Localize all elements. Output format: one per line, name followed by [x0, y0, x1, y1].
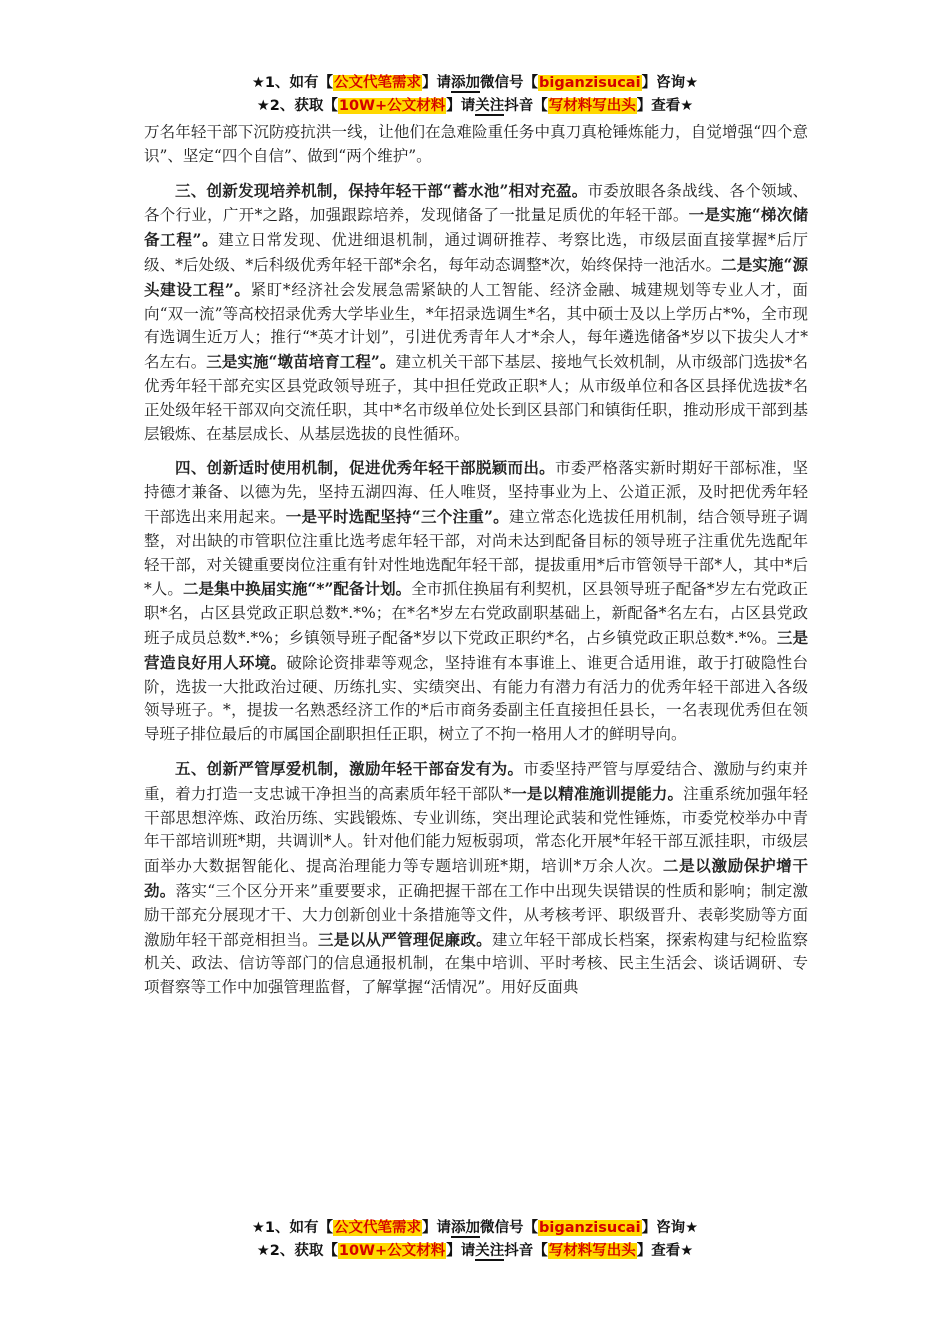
- promo-text: ★1、如有【: [251, 75, 334, 91]
- promo-underline: 关注: [475, 1243, 505, 1259]
- promo-text: 】请: [422, 75, 452, 91]
- paragraph-text: 全市抓住换届有利契机，区县领导班子配备*岁左右党政正职*名，占区县党政正职总数*.*%；在*名*岁左右党政副职基础上，新配备*名左右，占区县党政班子成员总数*.*%；乡镇领导班子配备*岁以下党政正职约*名，占乡镇党政正职总数*.*%。: [144, 580, 808, 647]
- promo-highlight: 10W+公文材料: [338, 1243, 446, 1259]
- promo-text: 】咨询★: [641, 75, 699, 91]
- promo-line-1: [0, 72, 950, 95]
- promo-highlight: biganzisucai: [539, 75, 641, 91]
- promo-text: 】咨询★: [641, 1220, 699, 1236]
- paragraph-text: 建立年轻干部成长档案，探索构建与纪检监察机关、政法、信访等部门的信息通报机制，在集中培训、平时考核、民主生活会、谈话调研、专项督察等工作中加强管理监督，了解掌握“活情况”。用好反面典: [144, 930, 808, 997]
- paragraph-text: 建立日常发现、优进细退机制，通过调研推荐、考察比选，市级层面直接掌握*后厅级、*后处级、*后科级优秀年轻干部*余名，每年动态调整*次，始终保持一池活水。: [144, 231, 808, 274]
- section-heading: 三、创新发现培养机制，保持年轻干部“蓄水池”相对充盈。: [175, 180, 588, 200]
- promo-text: 】请: [422, 1220, 452, 1236]
- point-heading: 二是以激励保护增干劲。: [144, 856, 808, 900]
- point-heading: 一是实施“梯次储备工程”。: [144, 205, 808, 250]
- point-heading: 三是实施“墩苗培育工程”。: [206, 352, 396, 372]
- promo-underline: 添加: [451, 1220, 481, 1236]
- point-heading: 三是营造良好用人环境。: [144, 627, 808, 672]
- promo-highlight: 公文代笔需求: [334, 75, 422, 91]
- paragraph-text: 落实“三个区分开来”重要要求，正确把握干部在工作中出现失误错误的性质和影响；制定激励干部充分展现才干、大力创新创业十条措施等文件，从考核考评、职级晋升、表彰奖励等方面激励年轻干部竞相担当。: [144, 881, 808, 949]
- promo-underline: 添加: [451, 75, 481, 91]
- promo-text: 】查看★: [636, 98, 694, 114]
- paragraph-text: 市委严格落实新时期好干部标准，坚持德才兼备、以德为先，坚持五湖四海、任人唯贤，坚持事业为上、公道正派，及时把优秀年轻干部选出来用起来。: [144, 459, 808, 526]
- promo-text: ★2、获取【: [256, 98, 338, 114]
- promo-text: 抖音【: [504, 1243, 548, 1259]
- paragraph-continued: [144, 121, 808, 169]
- paragraph-text: 紧盯*经济社会发展急需紧缺的人工智能、经济金融、城建规划等专业人才，面向“双一流”等高校招录优秀大学毕业生，*年招录选调生*名，其中硕士及以上学历占*%，全市现有选调生近万人；推行“*英才计划”，引进优秀青年人才*余人，每年遴选储备*岁以下拔尖人才*名左右。: [144, 280, 808, 372]
- promo-text: ★1、如有【: [251, 1220, 334, 1236]
- paragraph-text: 市委放眼各条战线、各个领域、各个行业，广开*之路，加强跟踪培养，发现储备了一批量足质优的年轻干部。: [144, 181, 808, 225]
- point-heading: 二是实施“源头建设工程”。: [144, 254, 808, 299]
- paragraph-text: 注重系统加强年轻干部思想淬炼、政治历练、实践锻炼、专业训练，突出理论武装和党性锤炼，市委党校举办中青年干部培训班*期，共调训*人。针对他们能力短板弱项，常态化开展*年轻干部互派挂职，市级层面举办大数据智能化、提高治理能力等专题培训班*期，培训*万余人次。: [144, 784, 808, 876]
- promo-line-2: [0, 95, 950, 118]
- promo-text: 微信号【: [480, 1220, 539, 1236]
- point-heading: 一是平时选配坚持“三个注重”。: [285, 506, 509, 526]
- paragraph-text: 破除论资排辈等观念，坚持谁有本事谁上、谁更合适用谁，敢于打破隐性台阶，选拔一大批政治过硬、历练扎实、实绩突出、有能力有潜力有活力的优秀年轻干部进入各级领导班子。*，提拔一名熟悉经济工作的*后市商务委副主任直接担任县长，一名表现优秀但在领导班子排位最后的市属国企副职担任正职，树立了不拘一格用人才的鲜明导向。: [144, 653, 808, 744]
- point-heading: 一是以精准施训提能力。: [511, 783, 684, 803]
- promo-line-2: [0, 1240, 950, 1263]
- promo-banner-bottom: [0, 1217, 950, 1263]
- promo-text: 】请: [446, 1243, 476, 1259]
- promo-highlight: 10W+公文材料: [338, 98, 446, 114]
- promo-underline: 关注: [475, 98, 505, 114]
- promo-text: ★2、获取【: [256, 1243, 338, 1259]
- document-body: [144, 121, 808, 1010]
- promo-highlight: 写材料写出头: [548, 1243, 636, 1259]
- promo-text: 】请: [446, 98, 476, 114]
- paragraph-text: 市委坚持严管与厚爱结合、激励与约束并重，着力打造一支忠诚干净担当的高素质年轻干部队*: [144, 759, 808, 803]
- promo-highlight: 写材料写出头: [548, 98, 636, 114]
- promo-text: 抖音【: [504, 98, 548, 114]
- point-heading: 三是以从严管理促廉政。: [317, 929, 492, 949]
- promo-text: 】查看★: [636, 1243, 694, 1259]
- promo-text: 微信号【: [480, 75, 539, 91]
- section-heading: 四、创新适时使用机制，促进优秀年轻干部脱颖而出。: [175, 458, 555, 478]
- paragraph-section-4: [144, 456, 808, 747]
- paragraph-section-3: [144, 179, 808, 447]
- point-heading: 二是集中换届实施“*”配备计划。: [182, 579, 412, 599]
- promo-highlight: biganzisucai: [539, 1220, 641, 1236]
- paragraph-text: 建立常态化选拔任用机制，结合领导班子调整，对出缺的市管职位注重比选考虑年轻干部，对尚未达到配备目标的领导班子注重优先选配年轻干部，对关键重要岗位注重有针对性地选配年轻干部，提拔重用*后市管领导干部*人，其中*后*人。: [144, 507, 808, 599]
- promo-highlight: 公文代笔需求: [334, 1220, 422, 1236]
- promo-banner-top: [0, 72, 950, 118]
- paragraph-text: 万名年轻干部下沉防疫抗洪一线，让他们在急难险重任务中真刀真枪锤炼能力，自觉增强“四个意识”、坚定“四个自信”、做到“两个维护”。: [144, 123, 808, 165]
- section-heading: 五、创新严管厚爱机制，激励年轻干部奋发有为。: [175, 758, 524, 778]
- paragraph-text: 建立机关干部下基层、接地气长效机制，从市级部门选拔*名优秀年轻干部充实区县党政领导班子，其中担任党政正职*人；从市级单位和各区县择优选拔*名正处级年轻干部双向交流任职，其中*名市级单位处长到区县部门和镇街任职，推动形成干部到基层锻炼、在基层成长、从基层选拔的良性循环。: [144, 353, 808, 443]
- promo-line-1: [0, 1217, 950, 1240]
- paragraph-section-5: [144, 757, 808, 1000]
